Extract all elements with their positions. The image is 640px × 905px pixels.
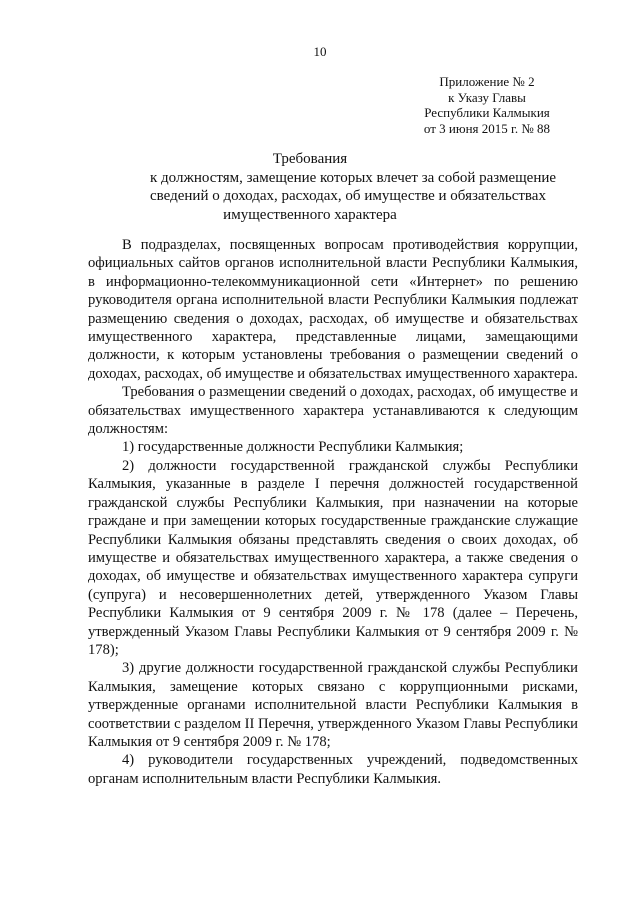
- list-item: 4) руководители государственных учреждений, подведомственных органам исполнительным власти Республики Калмыкия.: [88, 752, 578, 787]
- appendix-line: к Указу Главы: [448, 89, 526, 105]
- appendix-line: Республики Калмыкия: [424, 105, 550, 120]
- list-item: 2) должности государственной гражданской службы Республики Калмыкия, указанные в разделе I перечня должностей государственной гражданской службы Республики Калмыкия, при назначении на которые граждане и при замещении которых государственные гражданские служащие Республики Калмыкия обязаны представлять сведения о своих доходах, об имуществе и обязательствах имущественного характера, а также сведения о доходах, об имуществе и обязательствах имущественного характера супруги (супруга) и несовершеннолетних детей, утвержденного Указом Главы Республики Калмыкия от 9 сентября 2009 г. № 178 (далее – Перечень, утвержденный Указом Главы Республики Калмыкия от 9 сентября 2009 г. № 178);: [88, 457, 578, 658]
- document-body: [88, 236, 578, 788]
- document-subtitle-line: имущественного характера: [223, 206, 397, 223]
- list-item: 1) государственные должности Республики Калмыкия;: [122, 439, 464, 456]
- body-paragraph: Требования о размещении сведений о доходах, расходах, об имуществе и обязательствах имущественного характера устанавливаются к следующим должностям:: [88, 384, 578, 438]
- appendix-header: [412, 74, 562, 136]
- appendix-line: Приложение № 2: [439, 74, 535, 89]
- list-item: 3) другие должности государственной гражданской службы Республики Калмыкия, замещение которых связано с коррупционными рисками, утвержденные органами исполнительной власти Республики Калмыкия в соответствии с разделом II Перечня, утвержденного Указом Главы Республики Калмыкия от 9 сентября 2009 г. № 178;: [88, 660, 578, 750]
- page-number: 10: [313, 44, 327, 59]
- body-paragraph: В подразделах, посвященных вопросам противодействия коррупции, официальных сайтов органов исполнительной власти Республики Калмыкия, в информационно-телекоммуникационной сети «Интернет» по решению руководителя органа исполнительной власти Республики Калмыкия подлежат размещению сведения о доходах, расходах, об имуществе и обязательствах имущественного характера, представленные лицами, замещающими должности, к которым установлены требования о размещении сведений о доходах, расходах, об имуществе и обязательствах имущественного характера.: [88, 237, 578, 382]
- document-title: Требования: [272, 151, 348, 167]
- document-subtitle-line: сведений о доходах, расходах, об имуществе и обязательствах: [150, 188, 546, 204]
- document-title-block: [150, 150, 557, 224]
- appendix-line: от 3 июня 2015 г. № 88: [423, 120, 551, 136]
- document-subtitle-line: к должностям, замещение которых влечет за собой размещение: [150, 169, 557, 186]
